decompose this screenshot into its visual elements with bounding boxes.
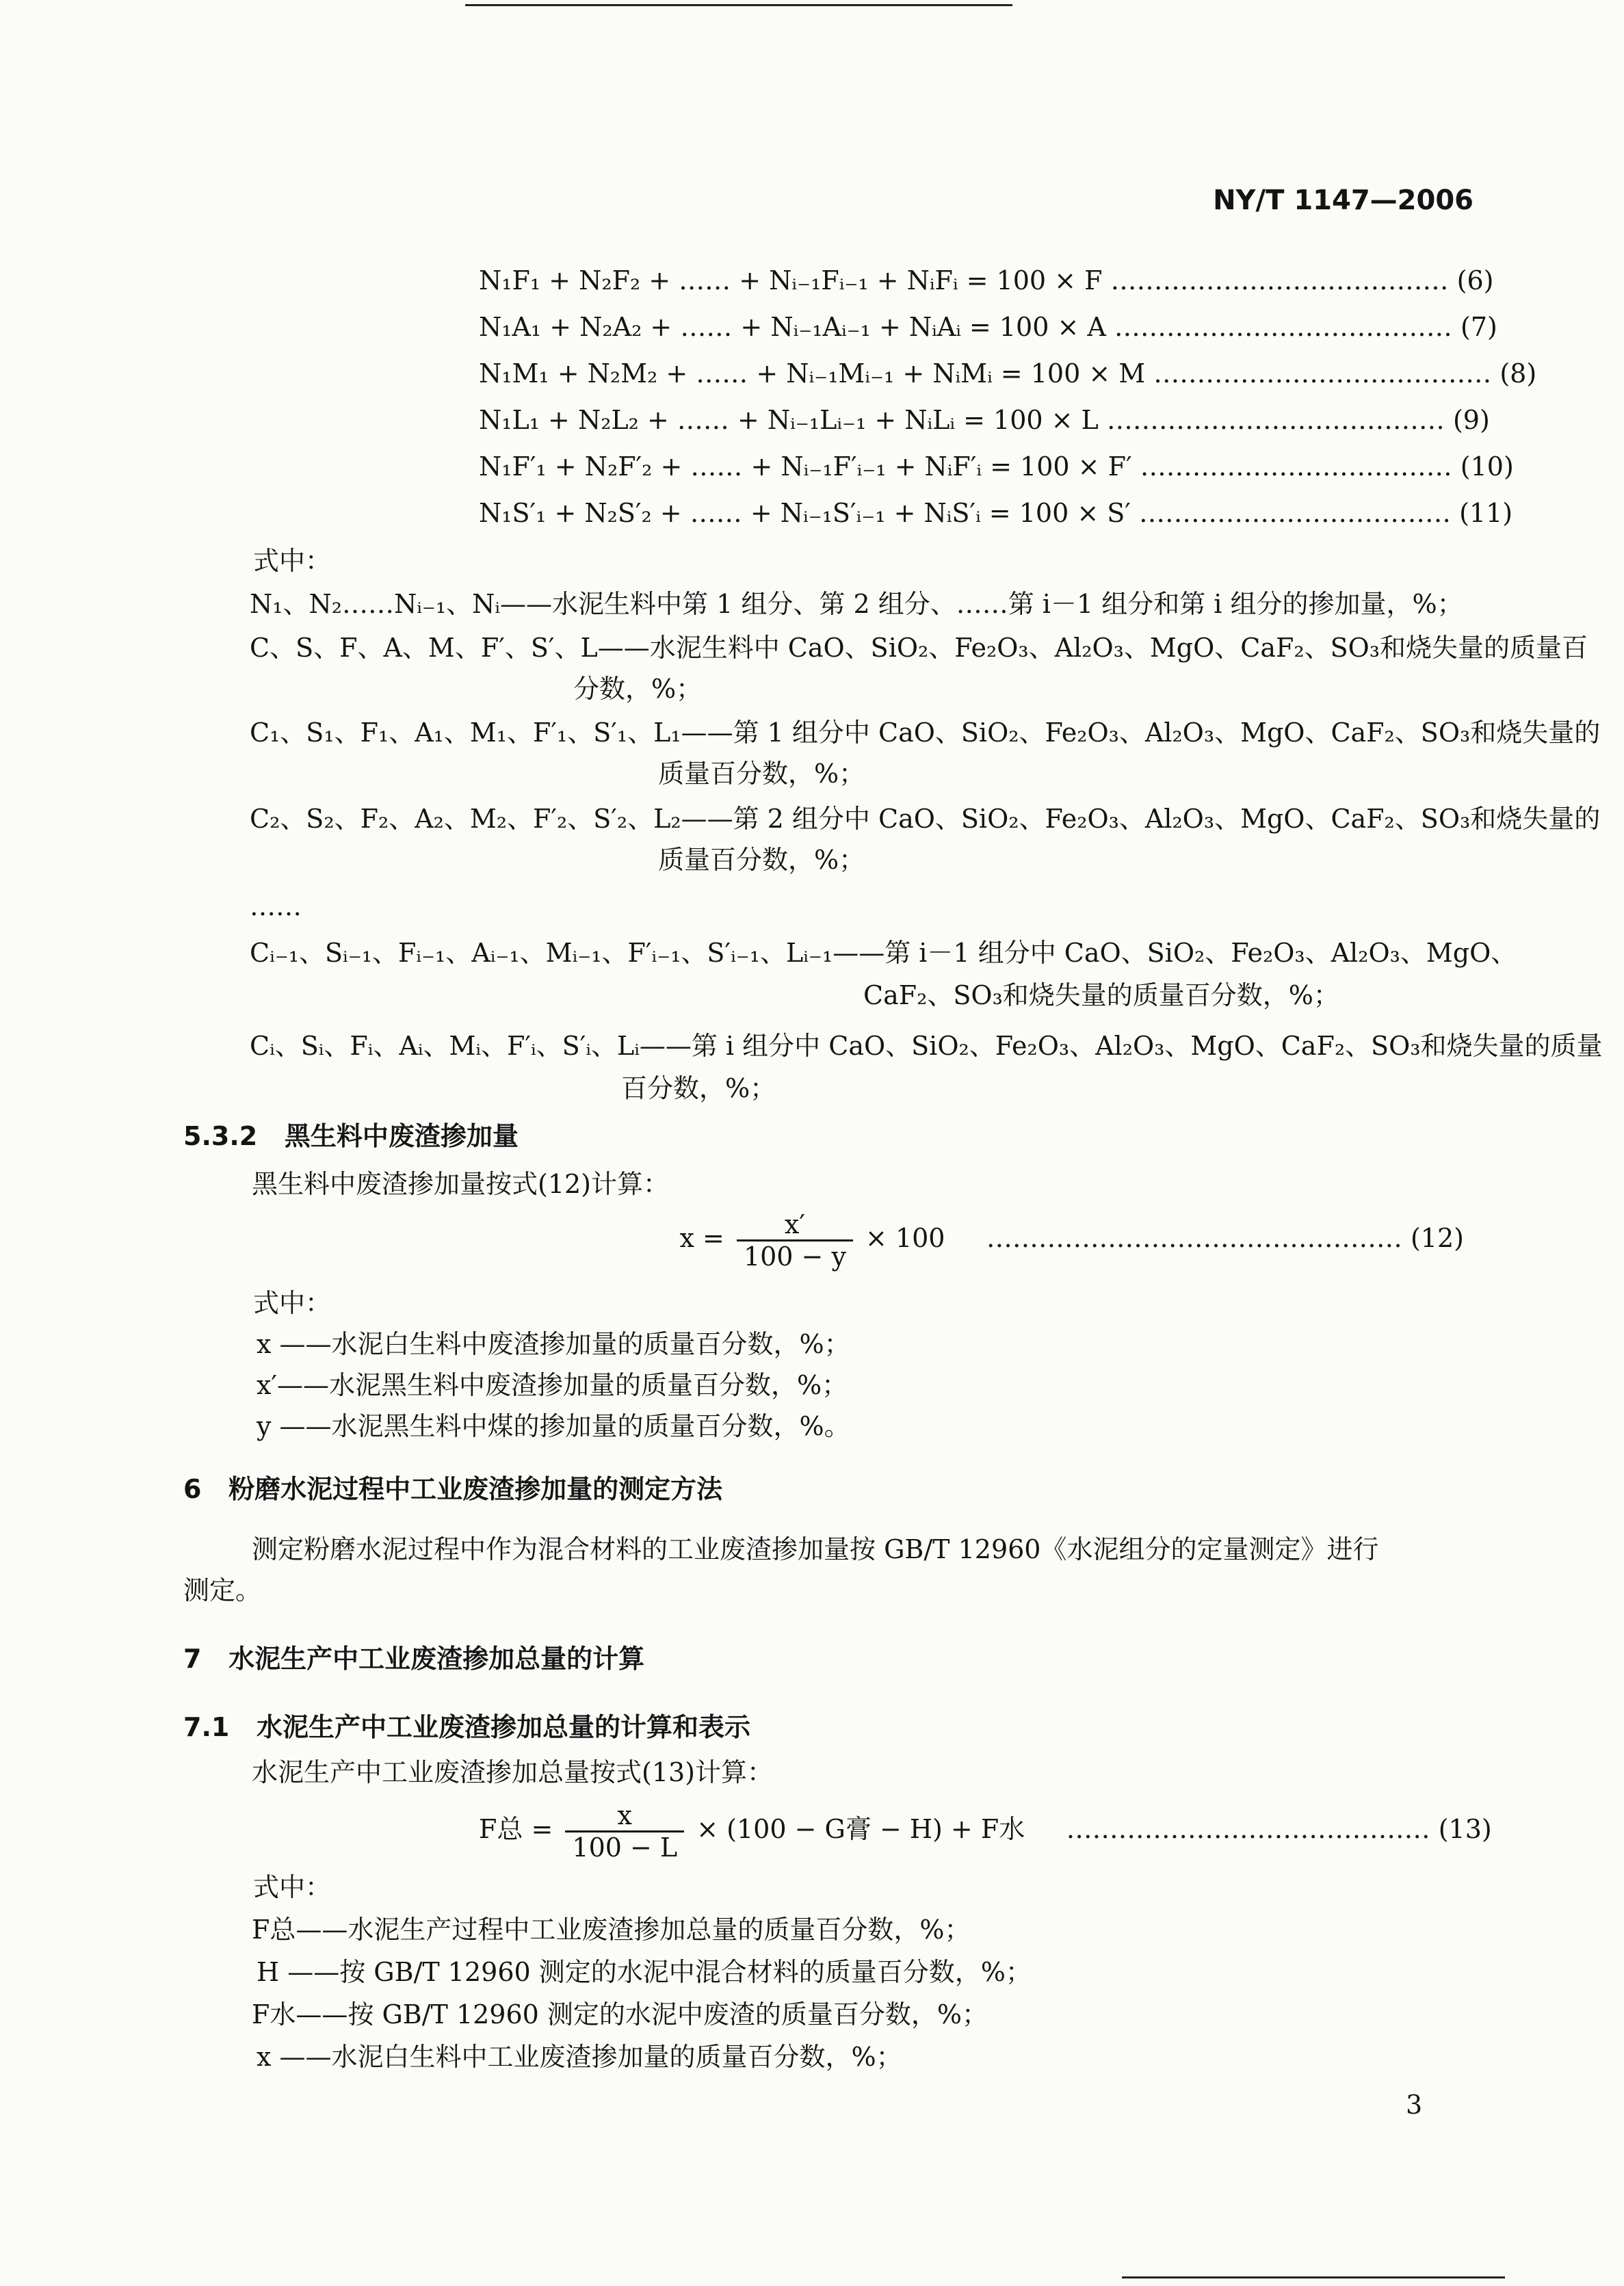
equation-number: (6) [1456,265,1494,295]
section-title: 水泥生产中工业废渣掺加总量的计算 [228,1644,645,1674]
definition-component-1: C₁、S₁、F₁、A₁、M₁、F′₁、S′₁、L₁——第 1 组分中 CaO、SiO₂、Fe₂O₃、Al₂O₃、MgO、CaF₂、SO₃和烧失量的 [250,718,1601,748]
section-intro-5-3-2: 黑生料中废渣掺加量按式(12)计算： [252,1169,670,1199]
definition-f-water: F水——按 GB/T 12960 测定的水泥中废渣的质量百分数，%； [252,1999,988,2029]
equation-lhs: x = [679,1223,724,1253]
definition-component-2: C₂、S₂、F₂、A₂、M₂、F′₂、S′₂、L₂——第 2 组分中 CaO、SiO₂、Fe₂O₃、Al₂O₃、MgO、CaF₂、SO₃和烧失量的 [250,804,1601,834]
equation-number: (13) [1438,1814,1492,1844]
definition-component-i-1: Cᵢ₋₁、Sᵢ₋₁、Fᵢ₋₁、Aᵢ₋₁、Mᵢ₋₁、F′ᵢ₋₁、S′ᵢ₋₁、Lᵢ₋₁——第 i－1 组分中 CaO、SiO₂、Fe₂O₃、Al₂O₃、MgO、 [250,938,1517,968]
section-6-paragraph: 测定粉磨水泥过程中作为混合材料的工业废渣掺加量按 GB/T 12960《水泥组分的定量测定》进行 [252,1534,1379,1564]
standard-code: NY/T 1147—2006 [1213,185,1474,216]
fraction-denominator: 100 − L [572,1832,678,1863]
section-number: 7.1 [183,1712,230,1742]
equation-expr: N₁F′₁ + N₂F′₂ + …… + Nᵢ₋₁F′ᵢ₋₁ + NᵢF′ᵢ = 100 × F′ [479,451,1132,482]
definition-n: N₁、N₂……Nᵢ₋₁、Nᵢ——水泥生料中第 1 组分、第 2 组分、……第 i－1 组分和第 i 组分的掺加量，%； [250,589,1463,619]
equation-10: N₁F′₁ + N₂F′₂ + …… + Nᵢ₋₁F′ᵢ₋₁ + NᵢF′ᵢ = 100 × F′ ……………………………… (10) [479,451,1514,482]
equation-9: N₁L₁ + N₂L₂ + …… + Nᵢ₋₁Lᵢ₋₁ + NᵢLᵢ = 100 × L ………………………………… (9) [479,405,1490,435]
equation-number: (8) [1499,358,1537,389]
page-number: 3 [1406,2090,1423,2120]
equation-tail: × (100 − G膏 − H) + F水 [696,1814,1025,1844]
equation-number: (12) [1410,1223,1464,1253]
equation-expr: N₁F₁ + N₂F₂ + …… + Nᵢ₋₁Fᵢ₋₁ + NᵢFᵢ = 100 × F [479,265,1103,295]
definition-raw-meal-cont: 分数，%； [573,674,703,704]
fraction-denominator: 100 − y [743,1241,846,1272]
section-6-paragraph-cont: 测定。 [183,1575,262,1605]
definition-component-2-cont: 质量百分数，%； [658,845,865,875]
definition-h: H ——按 GB/T 12960 测定的水泥中混合材料的质量百分数，%； [257,1957,1032,1987]
section-number: 7 [183,1644,202,1674]
fraction [565,1800,684,1863]
section-title: 黑生料中废渣掺加量 [284,1121,519,1151]
definition-x: x ——水泥白生料中废渣掺加量的质量百分数，%； [257,1329,850,1359]
definition-raw-meal: C、S、F、A、M、F′、S′、L——水泥生料中 CaO、SiO₂、Fe₂O₃、Al₂O₃、MgO、CaF₂、SO₃和烧失量的质量百 [250,633,1588,663]
section-number: 6 [183,1474,202,1504]
equation-8: N₁M₁ + N₂M₂ + …… + Nᵢ₋₁Mᵢ₋₁ + NᵢMᵢ = 100 × M ………………………………… (8) [479,358,1537,389]
definition-component-1-cont: 质量百分数，%； [658,759,865,789]
equation-expr: N₁S′₁ + N₂S′₂ + …… + Nᵢ₋₁S′ᵢ₋₁ + NᵢS′ᵢ = 100 × S′ [479,498,1131,528]
equation-expr: N₁L₁ + N₂L₂ + …… + Nᵢ₋₁Lᵢ₋₁ + NᵢLᵢ = 100 × L [479,405,1099,435]
fraction-numerator: x [565,1800,684,1832]
top-rule-left [465,4,1012,6]
equation-number: (9) [1452,405,1490,435]
where-label: 式中： [253,1288,332,1318]
equation-11: N₁S′₁ + N₂S′₂ + …… + Nᵢ₋₁S′ᵢ₋₁ + NᵢS′ᵢ = 100 × S′ ……………………………… (11) [479,498,1513,528]
definition-ellipsis: …… [250,891,302,921]
equation-number: (10) [1460,451,1514,482]
definition-component-i-cont: 百分数，%； [621,1073,776,1103]
equation-12: x = $\frac{x'}{100 - y}$ × 100 ………………………………………… (12) [679,1209,1464,1272]
fraction-numerator: x′ [737,1209,853,1241]
section-title: 粉磨水泥过程中工业废渣掺加量的测定方法 [228,1474,723,1504]
section-title: 水泥生产中工业废渣掺加总量的计算和表示 [257,1712,751,1742]
definition-f-total: F总——水泥生产过程中工业废渣掺加总量的质量百分数，%； [252,1915,971,1945]
section-heading-6 [183,1472,722,1506]
equation-13: F总 = $\frac{x}{100 - L}$ × (100 − G膏 − H) + F水 …………………………………… (13) [479,1800,1492,1863]
definition-y: y ——水泥黑生料中煤的掺加量的质量百分数，%。 [257,1411,850,1441]
equation-number: (7) [1461,312,1497,342]
equation-expr: N₁M₁ + N₂M₂ + …… + Nᵢ₋₁Mᵢ₋₁ + NᵢMᵢ = 100 × M [479,358,1146,389]
section-number: 5.3.2 [183,1121,258,1151]
equation-6: N₁F₁ + N₂F₂ + …… + Nᵢ₋₁Fᵢ₋₁ + NᵢFᵢ = 100 × F ………………………………… (6) [479,265,1494,295]
equation-lhs: F总 = [479,1814,553,1844]
section-heading-7-1 [183,1710,750,1744]
section-intro-7-1: 水泥生产中工业废渣掺加总量按式(13)计算： [252,1757,774,1787]
equation-7: N₁A₁ + N₂A₂ + …… + Nᵢ₋₁Aᵢ₋₁ + NᵢAᵢ = 100 × A ………………………………… (7) [479,312,1497,342]
equation-tail: × 100 [865,1223,945,1253]
definition-component-i: Cᵢ、Sᵢ、Fᵢ、Aᵢ、Mᵢ、F′ᵢ、S′ᵢ、Lᵢ——第 i 组分中 CaO、SiO₂、Fe₂O₃、Al₂O₃、MgO、CaF₂、SO₃和烧失量的质量 [250,1031,1603,1061]
definition-x-prime: x′——水泥黑生料中废渣掺加量的质量百分数，%； [257,1370,848,1400]
where-label: 式中： [253,1872,332,1902]
equation-number: (11) [1459,498,1513,528]
bottom-rule [1122,2276,1505,2278]
equation-expr: N₁A₁ + N₂A₂ + …… + Nᵢ₋₁Aᵢ₋₁ + NᵢAᵢ = 100 × A [479,312,1106,342]
definition-component-i-1-cont: CaF₂、SO₃和烧失量的质量百分数，%； [863,980,1339,1010]
section-heading-5-3-2 [183,1119,519,1153]
definition-x-white: x ——水泥白生料中工业废渣掺加量的质量百分数，%； [257,2042,902,2072]
fraction [737,1209,853,1272]
section-heading-7 [183,1642,644,1676]
where-label: 式中： [253,546,332,576]
